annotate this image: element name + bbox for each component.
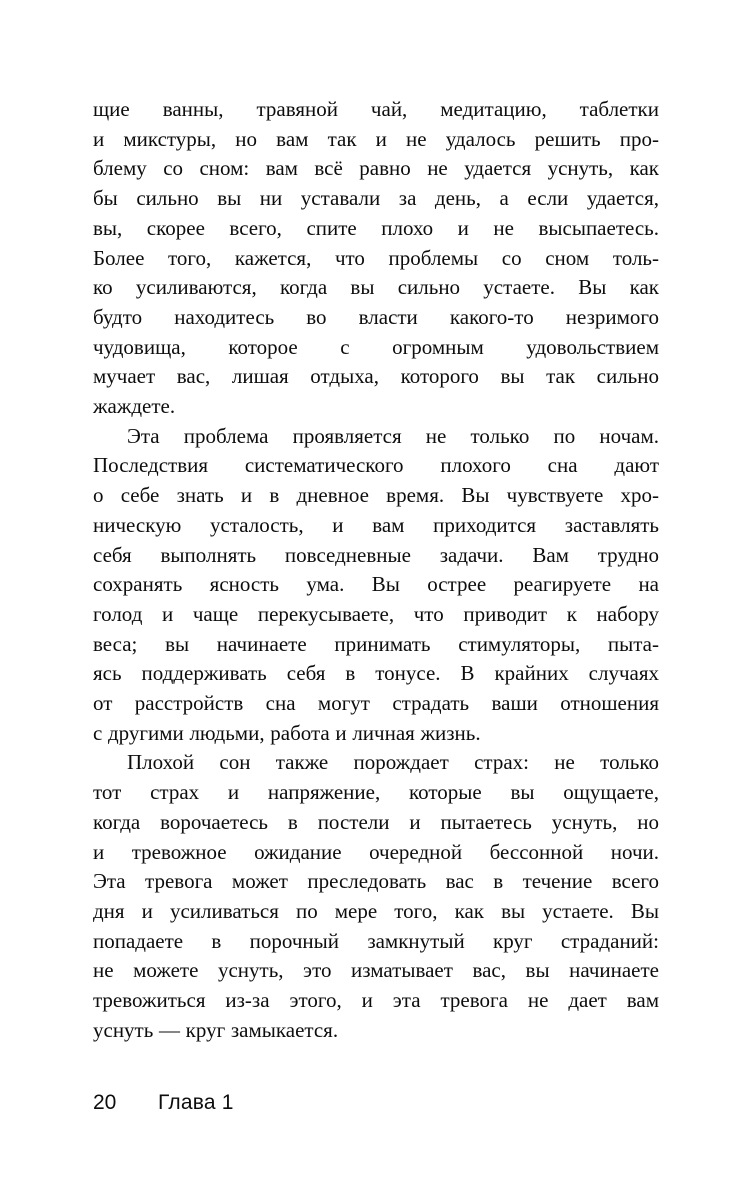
text-line: голод и чаще перекусываете, что приводит к набору: [93, 601, 659, 626]
text-line: бы сильно вы ни уставали за день, а если удается,: [93, 186, 659, 211]
text-line: попадаете в порочный замкнутый круг страданий:: [93, 928, 659, 953]
text-line: блему со сном: вам всё равно не удается уснуть, как: [93, 156, 659, 181]
text-line: от расстройств сна могут страдать ваши отношения: [93, 691, 659, 716]
text-line: когда ворочаетесь в постели и пытаетесь уснуть, но: [93, 809, 659, 834]
page-footer: [93, 1091, 659, 1115]
text-line: щие ванны, травяной чай, медитацию, таблетки: [93, 97, 659, 121]
chapter-label: Глава 1: [158, 1091, 234, 1114]
text-line: ясь поддерживать себя в тонусе. В крайних случаях: [93, 661, 659, 686]
text-line: веса; вы начинаете принимать стимуляторы, пыта-: [93, 631, 659, 656]
text-line: вы, скорее всего, спите плохо и не высыпаетесь.: [93, 215, 659, 240]
text-line: Эта проблема проявляется не только по ночам.: [127, 423, 659, 448]
text-line: тревожиться из-за этого, и эта тревога не дает вам: [93, 988, 659, 1013]
text-line: мучает вас, лишая отдыха, которого вы так сильно: [93, 364, 659, 389]
text-line: уснуть — круг замыкается.: [93, 1017, 339, 1042]
text-line: и микстуры, но вам так и не удалось решить про-: [93, 126, 659, 151]
text-line: Эта тревога может преследовать вас в течение всего: [93, 869, 659, 894]
text-line: и тревожное ожидание очередной бессонной ночи.: [93, 839, 659, 864]
text-line: Последствия систематического плохого сна дают: [93, 453, 659, 478]
text-line: ко усиливаются, когда вы сильно устаете. Вы как: [93, 275, 659, 300]
text-line: Более того, кажется, что проблемы со сном толь-: [93, 245, 659, 270]
text-line: будто находитесь во власти какого-то незримого: [93, 304, 659, 329]
text-line: себя выполнять повседневные задачи. Вам трудно: [93, 542, 659, 567]
text-line: дня и усиливаться по мере того, как вы устаете. Вы: [93, 898, 659, 923]
text-line: с другими людьми, работа и личная жизнь.: [93, 720, 481, 745]
text-line: сохранять ясность ума. Вы острее реагируете на: [93, 572, 659, 597]
text-line: не можете уснуть, это изматывает вас, вы начинаете: [93, 958, 659, 983]
text-line: о себе знать и в дневное время. Вы чувствуете хро-: [93, 483, 659, 508]
page-number: 20: [93, 1091, 117, 1114]
text-line: чудовища, которое с огромным удовольствием: [93, 334, 659, 359]
text-line: Плохой сон также порождает страх: не только: [127, 750, 659, 775]
text-line: тот страх и напряжение, которые вы ощущаете,: [93, 780, 659, 805]
text-line: ническую усталость, и вам приходится заставлять: [93, 512, 659, 537]
page-body-text: [93, 95, 659, 1046]
text-line: жаждете.: [93, 394, 176, 419]
